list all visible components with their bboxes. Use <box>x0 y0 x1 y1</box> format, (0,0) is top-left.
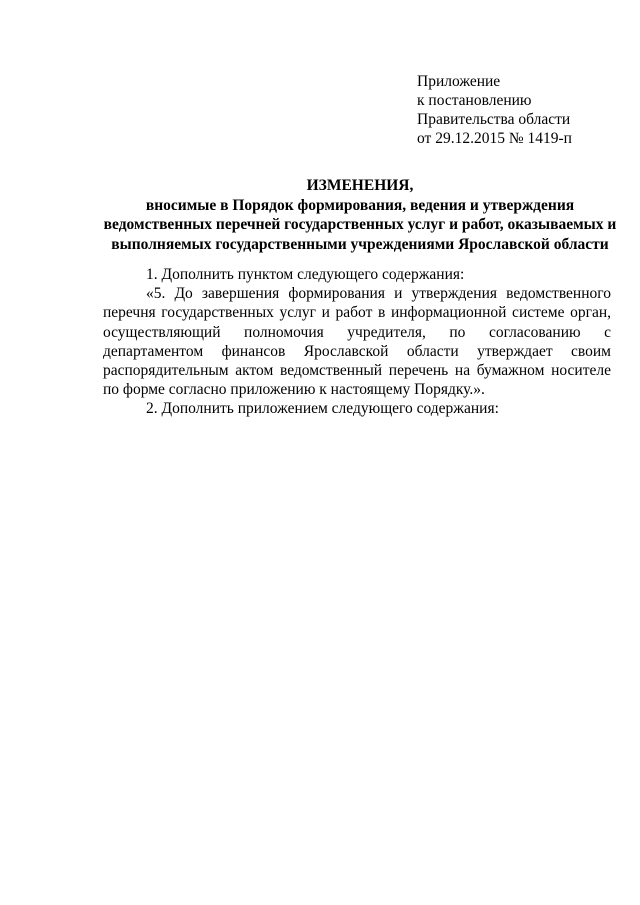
appendix-line-4: от 29.12.2015 № 1419-п <box>417 130 572 147</box>
body-item-2: 2. Дополнить приложением следующего содержания: <box>146 400 499 418</box>
body-item-1: 1. Дополнить пунктом следующего содержания: <box>146 266 465 283</box>
appendix-reference <box>417 72 572 148</box>
body-quote: «5. До завершения формирования и утверждения ведомственного перечня государственных услуг и работ в информационной системе орган, осуществляющий полномочия учредителя, по согласованию с департаментом финансов Ярославской области утверждает своим распорядительным актом ведомственный перечень на бумажном носителе по форме согласно приложению к настоящему Порядку.». <box>103 285 611 399</box>
title-line-4: выполняемых государственными учреждениями Ярославской области <box>111 235 609 253</box>
title-line-3: ведомственных перечней государственных услуг и работ, оказываемых и <box>103 216 617 233</box>
document-title <box>100 176 620 254</box>
document-body <box>103 265 611 419</box>
title-heading: ИЗМЕНЕНИЯ, <box>306 177 414 194</box>
title-line-2: вносимые в Порядок формирования, ведения и утверждения <box>145 196 575 214</box>
appendix-line-1: Приложение <box>417 73 501 90</box>
appendix-line-3: Правительства области <box>417 111 571 128</box>
appendix-line-2: к постановлению <box>417 92 532 109</box>
